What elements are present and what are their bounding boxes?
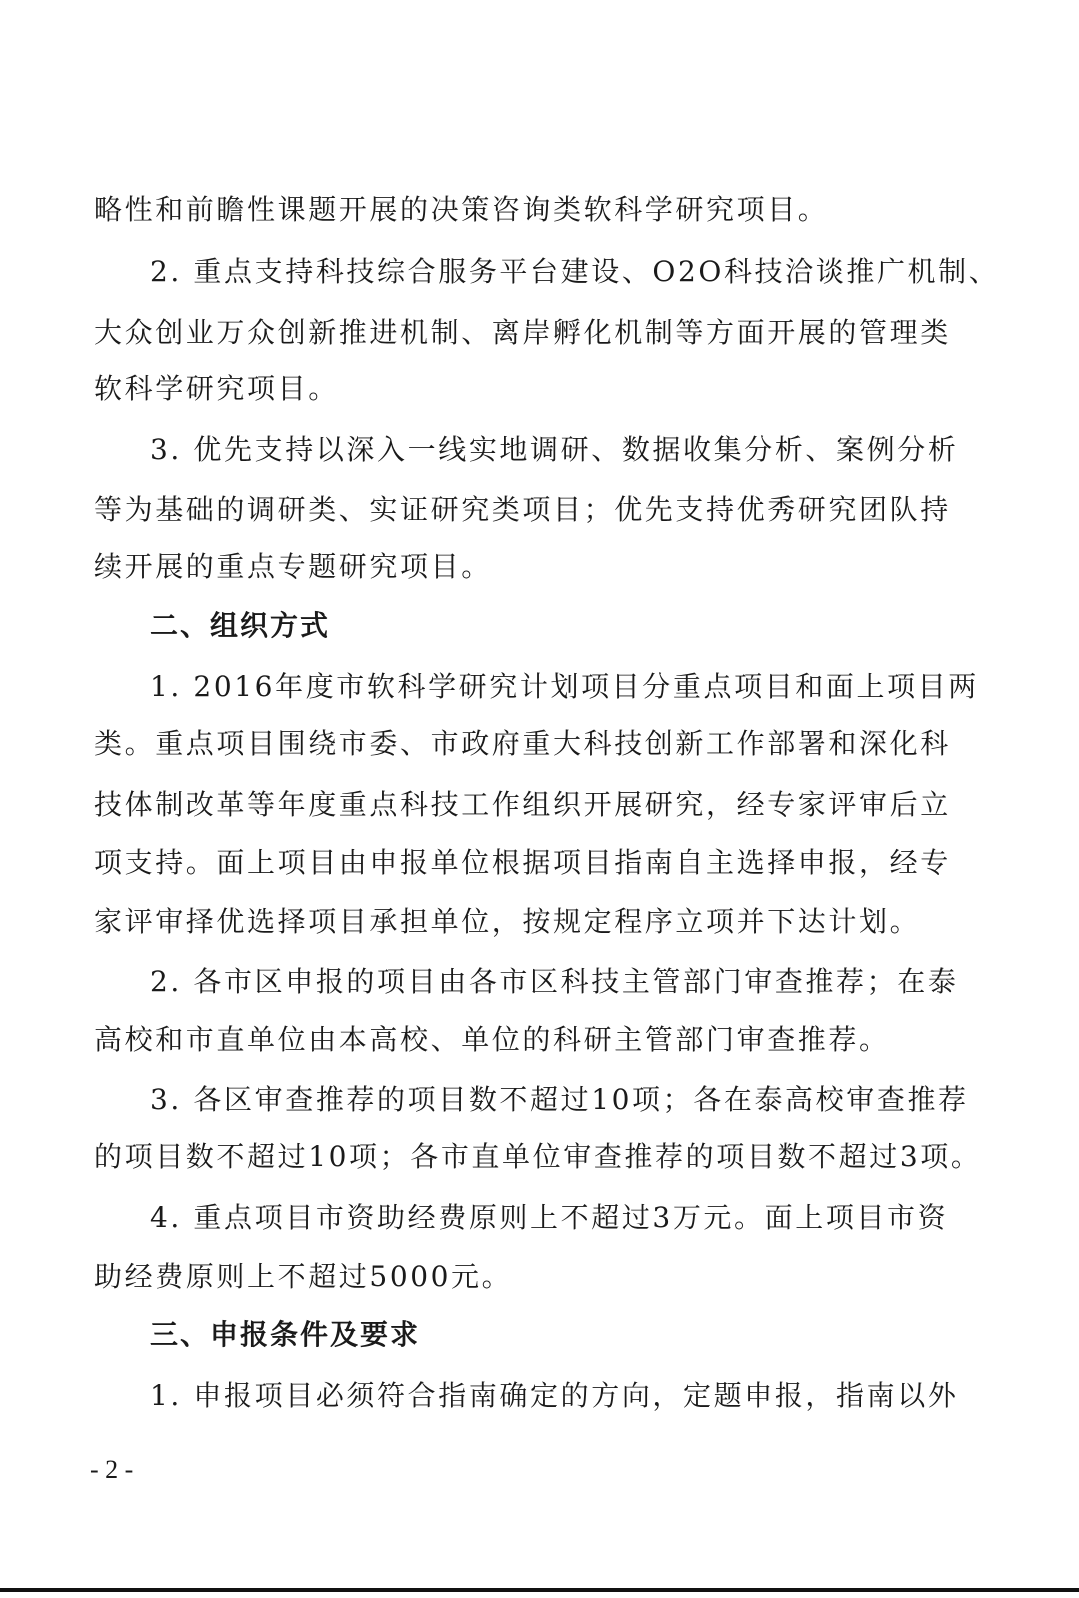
text-line: 的项目数不超过10项；各市直单位审查推荐的项目数不超过3项。 — [94, 1140, 982, 1173]
text-line: 等为基础的调研类、实证研究类项目；优先支持优秀研究团队持 — [94, 493, 951, 526]
text-line: 家评审择优选择项目承担单位，按规定程序立项并下达计划。 — [94, 905, 921, 938]
text-line: 1. 2016年度市软科学研究计划项目分重点项目和面上项目两 — [150, 670, 979, 703]
text-line: 大众创业万众创新推进机制、离岸孵化机制等方面开展的管理类 — [94, 316, 951, 349]
text-line: 项支持。面上项目由申报单位根据项目指南自主选择申报，经专 — [94, 846, 951, 879]
text-line: 类。重点项目围绕市委、市政府重大科技创新工作部署和深化科 — [94, 727, 951, 760]
section-heading: 二、组织方式 — [150, 609, 331, 642]
bottom-border — [0, 1588, 1079, 1592]
text-line: 1. 申报项目必须符合指南确定的方向，定题申报，指南以外 — [150, 1379, 959, 1412]
text-line: 2. 重点支持科技综合服务平台建设、O2O科技洽谈推广机制、 — [150, 255, 1000, 288]
text-line: 3. 优先支持以深入一线实地调研、数据收集分析、案例分析 — [150, 433, 959, 466]
text-line: 技体制改革等年度重点科技工作组织开展研究，经专家评审后立 — [94, 788, 951, 821]
text-line: 高校和市直单位由本高校、单位的科研主管部门审查推荐。 — [94, 1023, 890, 1056]
text-line: 软科学研究项目。 — [94, 372, 339, 405]
text-line: 4. 重点项目市资助经费原则上不超过3万元。面上项目市资 — [150, 1201, 949, 1234]
text-line: 续开展的重点专题研究项目。 — [94, 550, 492, 583]
section-heading: 三、申报条件及要求 — [150, 1318, 421, 1351]
text-line: 3. 各区审查推荐的项目数不超过10项；各在泰高校审查推荐 — [150, 1083, 969, 1116]
text-line: 略性和前瞻性课题开展的决策咨询类软科学研究项目。 — [94, 193, 829, 226]
text-line: 助经费原则上不超过5000元。 — [94, 1260, 513, 1293]
text-line: 2. 各市区申报的项目由各市区科技主管部门审查推荐；在泰 — [150, 965, 959, 998]
page-number: - 2 - — [90, 1455, 134, 1484]
